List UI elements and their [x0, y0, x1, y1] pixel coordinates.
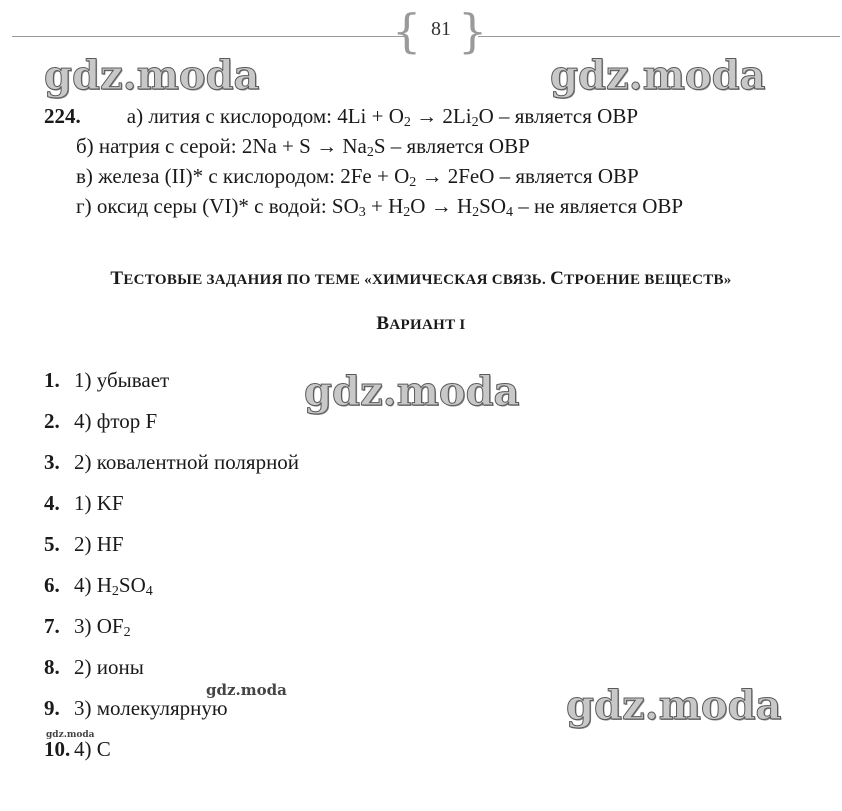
watermark: gdz.moda	[44, 52, 260, 99]
task-line-a: 224. а) лития с кислородом: $4Li + O_2 \to 2Li_2O$ – является ОВР	[44, 104, 639, 130]
watermark: gdz.moda	[566, 682, 782, 729]
answer-item: 3. 2) ковалентной полярной	[44, 450, 300, 474]
task-line-c: в) железа (II)* с кислородом: $2Fe + O_2 \to 2FeO$ – является ОВР	[76, 164, 639, 190]
watermark-tiny: gdz.moda	[46, 730, 95, 740]
answer-item: 10. 4) C	[44, 737, 111, 761]
watermark: gdz.moda	[304, 368, 520, 415]
answer-item: 8. 2) ионы	[44, 655, 144, 679]
answer-item: 9. 3) молекулярную	[44, 696, 228, 720]
task-line-b: б) натрия с серой: $2Na + S \to Na_2S$ – является ОВР	[76, 134, 530, 160]
watermark-small: gdz.moda	[206, 681, 287, 699]
header-rule-right	[478, 36, 840, 37]
task-number: 224.	[44, 104, 81, 128]
answer-item: 1. 1) убывает	[44, 368, 170, 392]
answer-item: 7. 3) $OF_2$	[44, 614, 131, 640]
watermark: gdz.moda	[550, 52, 766, 99]
answer-item: 2. 4) фтор F	[44, 409, 158, 433]
header-rule-left	[12, 36, 404, 37]
page-number: 81	[431, 18, 451, 40]
task-line-d: г) оксид серы (VI)* с водой: $SO_3 + H_2O \to H_2SO_4$ – не является ОВР	[76, 194, 684, 220]
right-brace-icon: }	[458, 4, 488, 58]
answer-item: 5. 2) HF	[44, 532, 124, 556]
answer-item: 4. 1) KF	[44, 491, 124, 515]
left-brace-icon: {	[392, 4, 422, 58]
answer-item: 6. 4) $H_2SO_4$	[44, 573, 153, 599]
variant-title: ВАРИАНТ I	[376, 313, 466, 334]
section-title: ТЕСТОВЫЕ ЗАДАНИЯ ПО ТЕМЕ «ХИМИЧЕСКАЯ СВЯЗЬ. СТРОЕНИЕ ВЕЩЕСТВ»	[110, 268, 732, 289]
